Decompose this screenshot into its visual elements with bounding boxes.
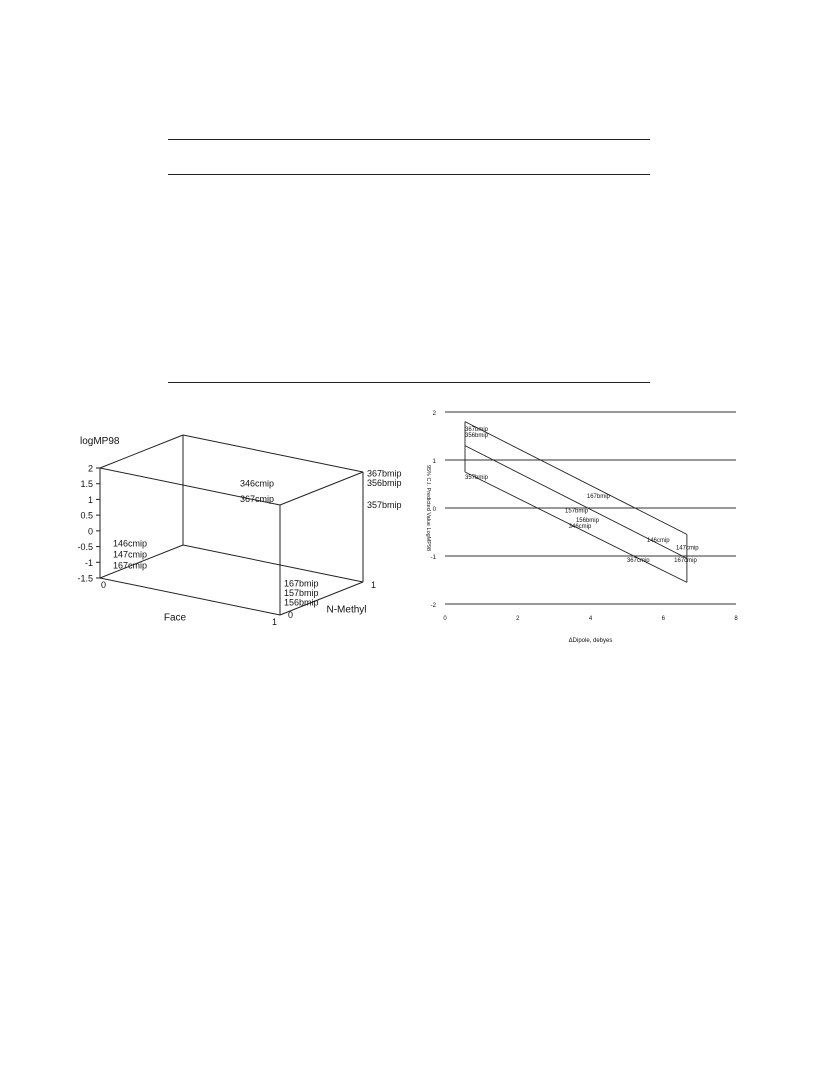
point-label: 367bmip [367,468,402,479]
z-tick-label: 0 [87,526,93,537]
face-tick-label: 0 [101,580,107,590]
x-tick-label: 8 [734,616,738,622]
x-tick-label: 0 [443,616,447,622]
y-tick-label: 2 [432,411,436,417]
table-rule-bottom [168,382,650,383]
nmethyl-tick-label: 0 [288,610,294,620]
face-axis-label: Face [163,612,187,624]
point-label: 157bmip [565,508,589,515]
point-label: 356bmip [465,433,489,440]
z-tick-label: -1 [84,557,93,568]
point-label: 346cmip [240,478,275,489]
x-tick-label: 2 [516,616,520,622]
nmethyl-axis-label: N-Methyl [326,604,367,616]
point-label: 157bmip [284,588,319,598]
table-rule-header [168,174,650,175]
point-label: 167bmip [284,578,319,589]
box-edge-bottom [183,545,363,582]
table-rule-top [168,139,650,140]
point-label: 156bmip [575,518,599,524]
y-tick-label: -2 [430,603,436,609]
chart-confidence-interval [418,400,748,645]
y-tick-label: 1 [432,459,436,465]
z-axis-label: logMP98 [80,436,120,447]
point-label: 357bmip [465,474,489,481]
point-label: 367bmip [465,426,489,433]
z-tick-label: 1.5 [80,479,93,490]
chart-3d-logmp98 [70,400,402,627]
point-label: 147cmip [113,549,148,560]
point-label: 367cmip [626,557,650,564]
point-label: 167bmip [586,494,610,500]
box-edge-top [183,435,363,472]
x-axis-label: ΔDipole, debyes [568,638,613,644]
point-label: 356bmip [367,478,402,488]
z-tick-label: 0.5 [80,510,93,521]
x-tick-label: 6 [661,616,665,622]
point-label: 357bmip [367,500,402,510]
point-label: 146cmip [646,538,670,545]
z-tick-label: 2 [87,463,93,474]
point-label: 346cmip [568,524,592,531]
point-label: 147cmip [675,545,699,552]
x-tick-label: 4 [588,616,593,622]
nmethyl-tick-label: 1 [371,580,377,590]
y-tick-label: 0 [432,507,436,513]
z-tick-label: -0.5 [77,542,93,553]
z-tick-label: -1.5 [77,573,93,584]
point-label: 156bmip [284,597,319,608]
point-label: 367cmip [240,494,275,505]
box-edge-bottom [100,578,280,615]
box-edge-top [280,472,363,505]
y-tick-label: -1 [430,555,436,561]
z-tick-label: 1 [87,494,93,505]
face-tick-label: 1 [271,617,277,627]
y-axis-label: 95% C.I. Predicted Value LogMP98 [425,464,431,552]
point-label: 167cmip [113,560,148,571]
point-label: 146cmip [113,538,148,549]
point-label: 167cmip [674,557,697,564]
